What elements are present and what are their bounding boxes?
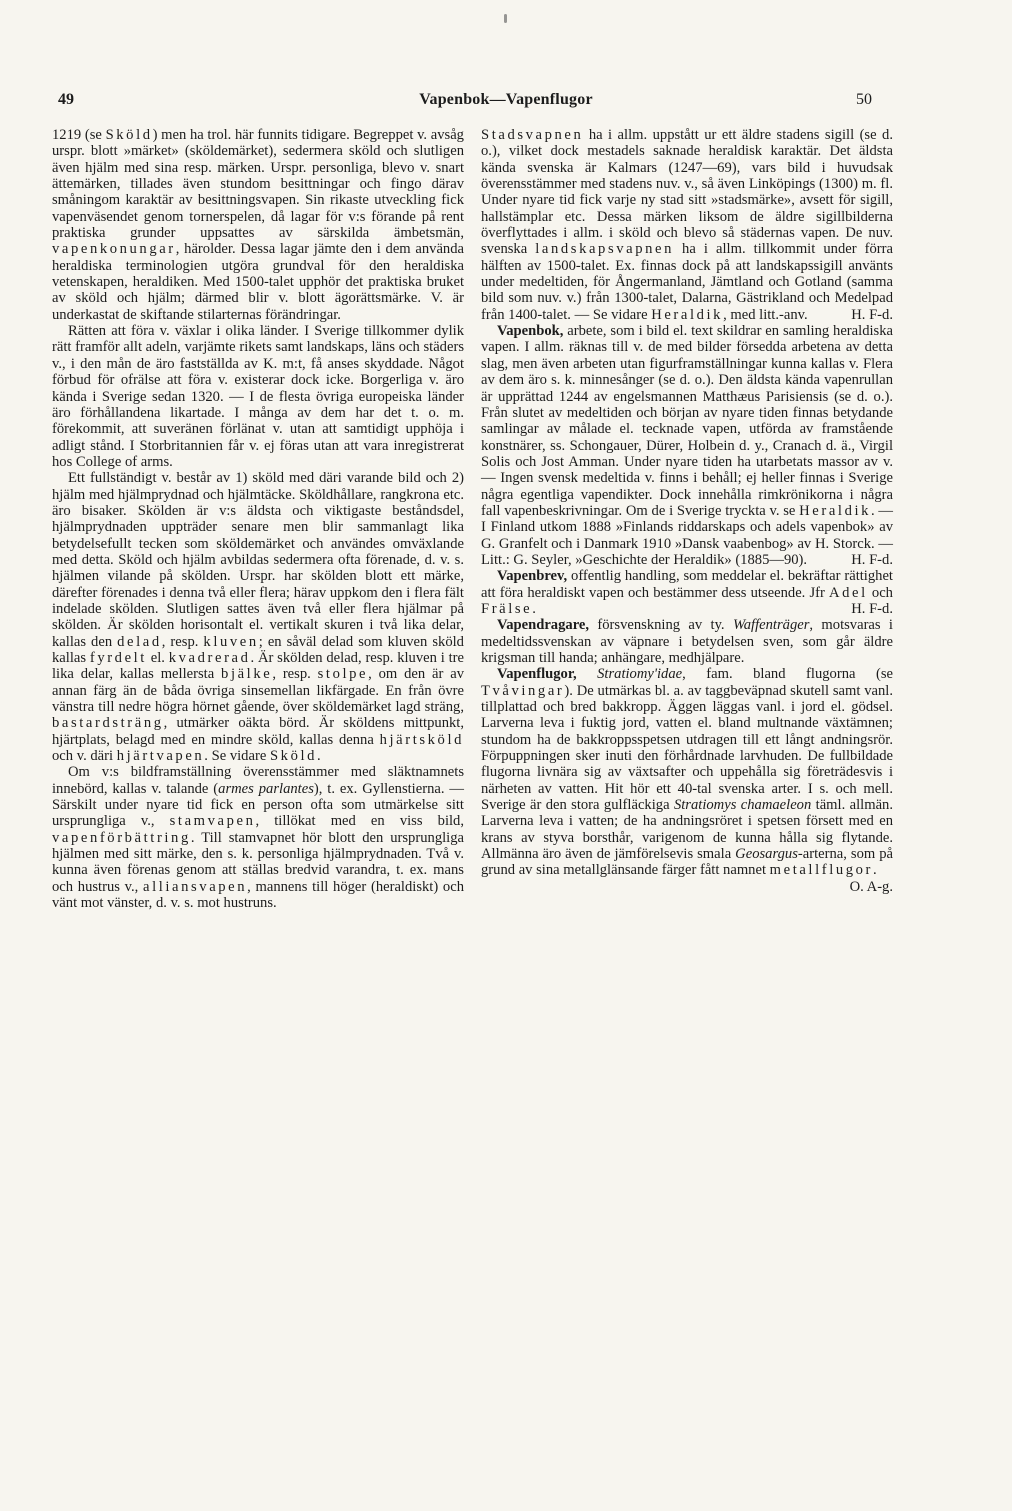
paragraph-vapen-history: 1219 (se Sköld) men ha trol. här funnits tidigare. Begreppet v. avsåg urspr. blott »märket» (sköldemärket), sedermera sköld och slutligen även hjälm med sina resp. märken. Urspr. personliga, blevo v. snart ättemärken, tillades även stundom besittningar och fingo därav småningom karaktär av besittningsvapen. Sin rikaste utveckling fick vapenväsendet genom tornerspelen, då lagar för v:s förande på rent praktiska grunder uppsattes av särskilda ämbetsmän, vapenkonungar, härolder. Dessa lagar jämte den i dem använda heraldiska terminologien utgöra grundval för den heraldiska vetenskapen, heraldiken. Med 1500-talet upphör det praktiska bruket av sköld och hjälm; därmed blir v. blott ägorättsmärke. V. är underkastat de skiftande stilarternas förändringar.: [52, 127, 464, 323]
left-column: [52, 127, 464, 912]
paragraph-stadsvapen: Stadsvapnen ha i allm. uppstått ur ett äldre stadens sigill (se d. o.), vilket dock mestadels saknade heraldisk karaktär. Det äldsta kända svenska är Kalmars (1247—69), vars bild i huvudsak överensstämmer med stadens nuv. v., så även Linköpings (1300) m. fl. Under nyare tid fick varje ny stad sitt »stadsmärke», avsett för sigill, hallstämplar etc. Dessa märken liksom de äldre sigillbilderna överflyttades i allm. i sköld och blevo så städernas vapen. De nuv. svenska landskapsvapnen ha i allm. tillkommit under förra hälften av 1500-talet. Ex. finnas dock på att landskapssigill använts under medeltiden, för Ångermanland, Jämtland och Gotland (samma bild som nuv. v.) från 1300-talet, Dalarna, Gästrikland och Medelpad från 1400-talet. — Se vidare Heraldik, med litt.-anv. H. F-d.: [481, 127, 894, 323]
headword-vapenbok: Vapenbok,: [497, 323, 564, 340]
headword-vapendragare: Vapendragare,: [497, 617, 590, 634]
author-signature: H. F-d.: [851, 306, 893, 323]
entry-vapenbrev: Vapenbrev, offentlig handling, som meddelar el. bekräftar rättighet att föra heraldiskt vapen och bestämmer dess utseende. Jfr Adel och Frälse. H. F-d.: [481, 568, 893, 617]
print-speck: [504, 14, 507, 23]
author-signature: H. F-d.: [851, 551, 893, 568]
headword-vapenflugor: Vapenflugor,: [497, 666, 577, 683]
headword-vapenbrev: Vapenbrev,: [497, 568, 568, 585]
entry-vapenflugor: Vapenflugor, Stratiomy'idae, fam. bland flugorna (se Tvåvingar). De utmärkas bl. a. av taggbeväpnad skutell samt vanl. tillplattad och bred bakkropp. Äggen läggas vanl. i jord el. gödsel. Larverna leva i fuktig jord, vatten el. bland multnande växtämnen; stundom ha de bakkroppsspetsen utdragen till ett långt andningsrör. Förpuppningen sker inuti den förhårdnade larvhuden. De fullbildade flugorna livnära sig av växtsafter och uppehålla sig företrädesvis i närheten av vatten. Hit hör ett 40-tal svenska arter. I s. och mell. Sverige är den stora gulfläckiga Stratiomys chamaeleon täml. allmän. Larverna leva i vatten; de ha andningsröret i spetsen försett med en krans av styva borsthår, varigenom de kunna hålla sig flytande. Allmänna äro även de jämförelsevis smala Geosargus-arterna, som på grund av sina metallglänsande färger fått namnet metallflugor. O. A-g.: [481, 666, 893, 895]
running-header: [0, 91, 1012, 115]
paragraph-right-to-bear: Rätten att föra v. växlar i olika länder. I Sverige tillkommer dylik rätt framför allt adeln, varjämte rikets samt landskaps, läns och städers v., i den mån de äro fastställda av K. m:t, få anses skyddade. Något förbud för ofrälse att föra v. existerar dock icke. Borgerliga v. äro kända i Sverige sedan 1320. — I de flesta övriga europeiska länder äro förhållandena likartade. I många av dem har det t. o. m. förekommit, att suveränen förlänat v. utan att samtidigt upphöja i adligt stånd. I Storbritannien får v. ej föras utan att vara inregistrerat hos College of arms.: [52, 323, 464, 470]
right-column: [481, 127, 893, 895]
entry-vapenbok: Vapenbok, arbete, som i bild el. text skildrar en samling heraldiska vapen. I allm. räknas till v. de med bilder försedda arbetena av detta slag, men även arbeten utan figurframställningar kunna kallas v. Flera av dem äro s. k. minnesånger (se d. o.). Den äldsta kända vapenrullan är upprättad 1244 av engelsmannen Matthæus Parisiensis (se d. o.). Från slutet av medeltiden och början av nyare tiden finnas betydande samlingar av målade el. tecknade vapen, utförda av framstående konstnärer, ss. Schongauer, Dürer, Holbein d. y., Cranach d. ä., Virgil Solis och Jost Amman. Under nyare tiden ha utarbetats massor av v. — Ingen svensk medeltida v. finns i behåll; ej heller finnas i Sverige några egentliga vapendikter. Dock innehålla rimkrönikorna i några fall vapenbeskrivningar. Om de i Sverige tryckta v. se Heraldik. — I Finland utkom 1888 »Finlands riddarskaps och adels vapenbok» av G. Granfelt och i Danmark 1910 »Dansk vaabenbog» av H. Storck. — Litt.: G. Seyler, »Geschichte der Heraldik» (1885—90). H. F-d.: [481, 323, 894, 568]
header-title: Vapenbok—Vapenflugor: [419, 91, 593, 108]
paragraph-components: Ett fullständigt v. består av 1) sköld med däri varande bild och 2) hjälm med hjälmprydnad och hjälmtäcke. Sköldhållare, rangkrona etc. äro bisaker. Skölden är v:s äldsta och viktigaste beståndsdel, hjälmprydnaden uppträder senare men blir sammanlagt lika betydelsefullt tecken som sköldemärket och användes omväxlande med detta. Sköld och hjälm avbildas sedermera ofta förenade, d. v. s. hjälmen vilande på skölden. Urspr. har skölden blott ett märke, därefter förenades i denna två eller flera; härav uppkom den i flera fält indelade skölden. Slutligen sattes även två eller flera hjälmar på skölden. Är skölden horisontalt el. vertikalt skuren i två lika delar, kallas den delad, resp. kluven; en såväl delad som kluven sköld kallas fyrdelt el. kvadrerad. Är skölden delad, resp. kluven i tre lika delar, kallas mellersta bjälke, resp. stolpe, om den är av annan färg än de båda övriga sinsemellan likfärgade. En från övre vänstra till nedre högra hörnet gående, över sköldemärket lagd sträng, bastardsträng, utmärker oäkta börd. Är sköldens mittpunkt, hjärtplats, belagd med en mindre sköld, kallas denna hjärtsköld och v. däri hjärtvapen. Se vidare Sköld.: [52, 470, 464, 765]
author-signature: O. A-g.: [849, 878, 893, 895]
author-signature: H. F-d.: [851, 600, 893, 617]
page-number-left: 49: [58, 91, 74, 108]
paragraph-talande-vapen: Om v:s bildframställning överensstämmer med släktnamnets innebörd, kallas v. talande (armes parlantes), t. ex. Gyllenstierna. — Särskilt under nyare tid fick en person ofta som utmärkelse sitt ursprungliga v., stamvapen, tillökat med en viss bild, vapenförbättring. Till stamvapnet hör blott den ursprungliga hjälmen med sitt märke, den s. k. personliga hjälmprydnaden. Två v. kunna även förenas genom att ställas bredvid varandra, t. ex. mans och hustrus v., alliansvapen, mannens till höger (heraldiskt) och vänt mot vänster, d. v. s. mot hustruns.: [52, 764, 465, 912]
page-number-right: 50: [856, 91, 872, 108]
entry-vapendragare: Vapendragare, försvenskning av ty. Waffenträger, motsvaras i medeltidssvenskan av väpnare i betydelsen sven, som går äldre krigsman till handa; anhängare, medhjälpare.: [481, 617, 893, 666]
